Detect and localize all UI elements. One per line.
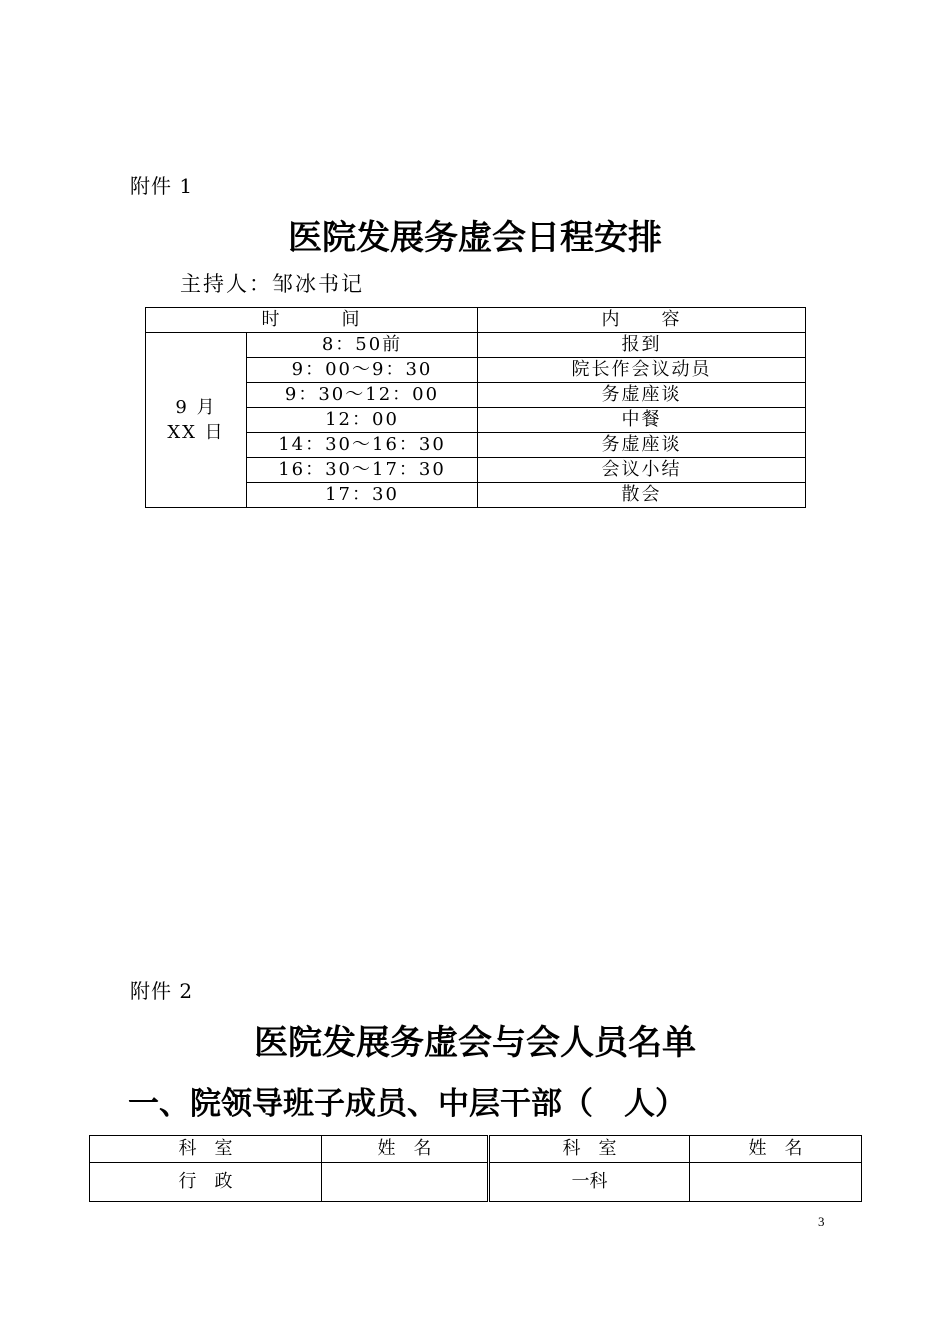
page-number: 3 — [818, 1214, 825, 1229]
name-cell — [690, 1163, 862, 1202]
section-heading: 一、院领导班子成员、中层干部（ 人） — [128, 1086, 686, 1122]
staff-table — [89, 1135, 862, 1202]
time-cell: 9：30～12：00 — [247, 383, 478, 408]
header-time: 时 间 — [146, 308, 478, 333]
schedule-header-row — [146, 308, 806, 333]
time-cell: 8：50前 — [247, 333, 478, 358]
schedule-title: 医院发展务虚会日程安排 — [288, 218, 662, 258]
content-cell: 中餐 — [478, 408, 806, 433]
date-cell — [146, 333, 247, 508]
dept-cell: 一科 — [489, 1163, 690, 1202]
content-cell: 报到 — [478, 333, 806, 358]
host-line: 主持人：邹冰书记 — [180, 272, 364, 296]
header-dept: 科 室 — [90, 1136, 322, 1163]
content-cell: 会议小结 — [478, 458, 806, 483]
staff-header-row — [90, 1136, 862, 1163]
header-dept: 科 室 — [489, 1136, 690, 1163]
content-cell: 务虚座谈 — [478, 433, 806, 458]
attachment-2-label: 附件 2 — [130, 979, 194, 1003]
content-cell: 散会 — [478, 483, 806, 508]
time-cell: 14：30～16：30 — [247, 433, 478, 458]
header-name: 姓 名 — [690, 1136, 862, 1163]
dept-cell: 行 政 — [90, 1163, 322, 1202]
table-row — [146, 333, 806, 358]
attachment-1-label: 附件 1 — [130, 174, 194, 198]
attendee-list-title: 医院发展务虚会与会人员名单 — [254, 1023, 696, 1063]
date-text: 9 月 XX 日 — [167, 396, 225, 443]
content-cell: 务虚座谈 — [478, 383, 806, 408]
header-name: 姓 名 — [322, 1136, 489, 1163]
content-cell: 院长作会议动员 — [478, 358, 806, 383]
schedule-table — [145, 307, 806, 508]
name-cell — [322, 1163, 489, 1202]
table-row — [90, 1163, 862, 1202]
time-cell: 16：30～17：30 — [247, 458, 478, 483]
header-content: 内 容 — [478, 308, 806, 333]
time-cell: 17：30 — [247, 483, 478, 508]
time-cell: 12：00 — [247, 408, 478, 433]
time-cell: 9：00～9：30 — [247, 358, 478, 383]
